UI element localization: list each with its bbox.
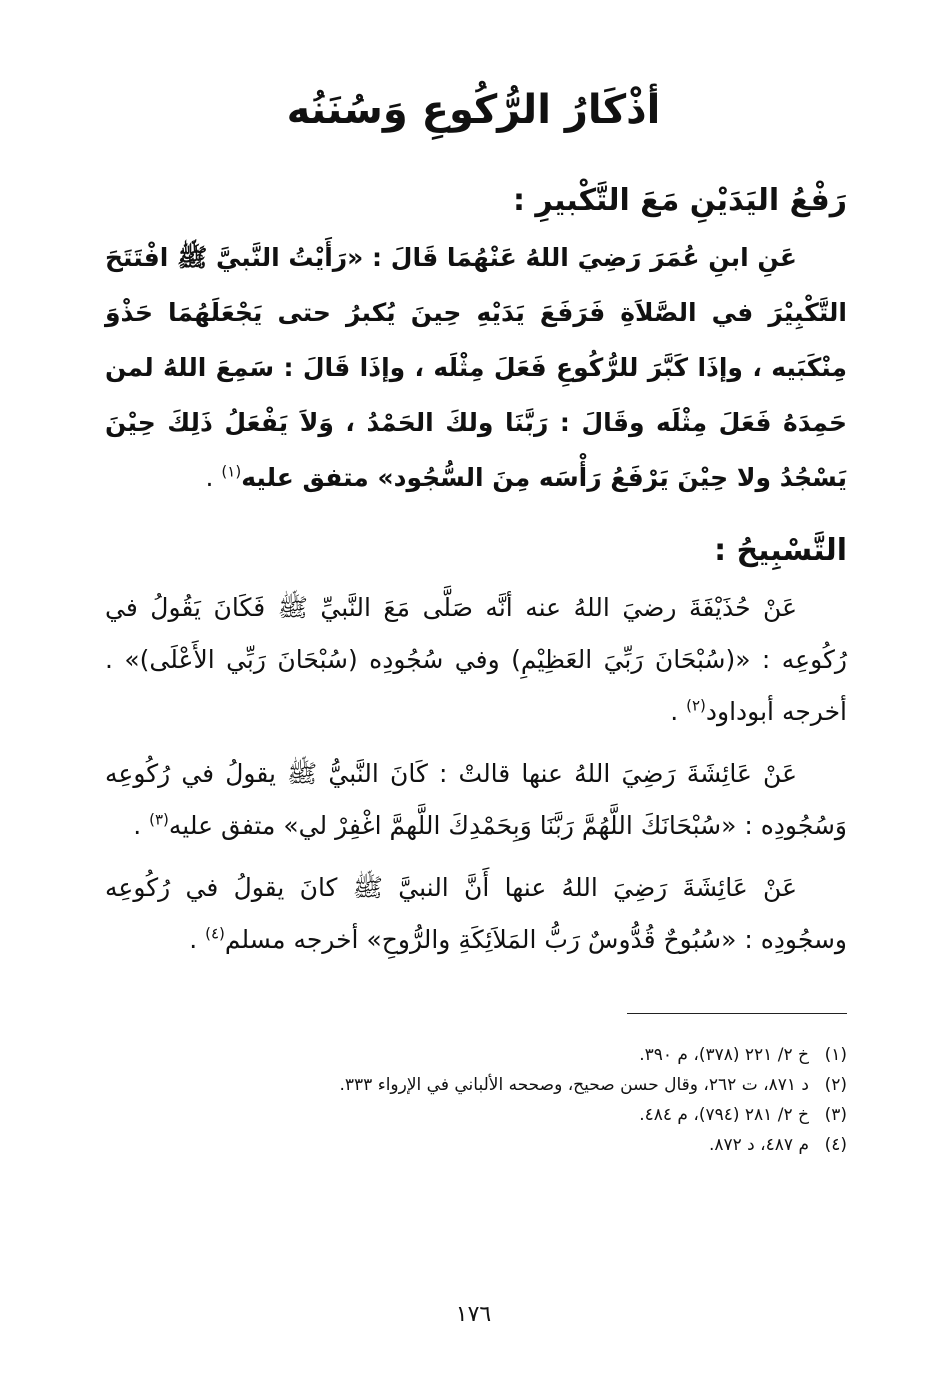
hadith-paragraph: عَنْ عَائِشَةَ رَضِيَ اللهُ عنها قالتْ : كَانَ النَّبيُّ ﷺ يقولُ في رُكُوعِه وَسُجُودِه : «سُبْحَانَكَ اللَّهُمَّ رَبَّنَا وَبِحَمْدِكَ اللَّهمَّ اغْفِرْ لي» متفق عليه$^{(٣)}$ . bbox=[105, 759, 847, 840]
section-tasbih bbox=[105, 528, 847, 966]
hadith-text: عَنْ عَائِشَةَ رَضِيَ اللهُ عنها أَنَّ النبيَّ ﷺ كانَ يقولُ في رُكُوعِه وسجُودِه : «سُبُوحٌ قُدُّوسٌ رَبُّ المَلاَئِكَةِ والرُّوحِ» أخرجه مسلم bbox=[105, 873, 847, 954]
hadith-paragraph: عَنِ ابنِ عُمَرَ رَضِيَ اللهُ عَنْهُمَا قَالَ : «رَأَيْتُ النَّبيَّ ﷺ افْتَتَحَ التَّكْبِيْرَ في الصَّلاَةِ فَرَفَعَ يَدَيْهِ حِينَ يُكبرُ حتى يَجْعَلَهُمَا حَذْوَ مِنْكَبَيه ، وإذَا كَبَّرَ للرُّكُوعِ فَعَلَ مِثْلَه ، وإذَا قَالَ : سَمِعَ اللهُ لمن حَمِدَهُ فَعَلَ مِثْلَه وقَالَ : رَبَّنَا ولكَ الحَمْدُ ، وَلاَ يَفْعَلُ ذَلِكَ حِيْنَ يَسْجُدُ ولا حِيْنَ يَرْفَعُ رَأْسَه مِنَ السُّجُود» متفق عليه$^{(١)}$ . bbox=[105, 243, 847, 492]
section-raising-hands bbox=[105, 178, 847, 505]
footnote-number: (٣) bbox=[824, 1105, 847, 1125]
hadith-text: عَنِ ابنِ عُمَرَ رَضِيَ اللهُ عَنْهُمَا قَالَ : «رَأَيْتُ النَّبيَّ ﷺ افْتَتَحَ التَّكْبِيْرَ في الصَّلاَةِ فَرَفَعَ يَدَيْهِ حِينَ يُكبرُ حتى يَجْعَلَهُمَا حَذْوَ مِنْكَبَيه ، وإذَا كَبَّرَ للرُّكُوعِ فَعَلَ مِثْلَه ، وإذَا قَالَ : سَمِعَ اللهُ لمن حَمِدَهُ فَعَلَ مِثْلَه وقَالَ : رَبَّنَا ولكَ الحَمْدُ ، وَلاَ يَفْعَلُ ذَلِكَ حِيْنَ يَسْجُدُ ولا حِيْنَ يَرْفَعُ رَأْسَه مِنَ السُّجُود» متفق عليه bbox=[105, 243, 847, 492]
section-heading: التَّسْبِيحُ : bbox=[714, 533, 847, 568]
section-heading: رَفْعُ اليَدَيْنِ مَعَ التَّكْبيرِ : bbox=[512, 183, 847, 218]
footnote-text: خ ٢/ ٢٨١ (٧٩٤)، م ٤٨٤. bbox=[639, 1105, 809, 1125]
footnote bbox=[160, 1070, 847, 1100]
footnote bbox=[160, 1100, 847, 1130]
footnote-number: (١) bbox=[824, 1045, 847, 1065]
hadith-text: عَنْ حُذَيْفَةَ رضيَ اللهُ عنه أنَّه صَلَّى مَعَ النَّبيِّ ﷺ فَكَانَ يَقُولُ في رُكُوعِه : «(سُبْحَانَ رَبِّيَ العَظِيْمِ) وفي سُجُودِه (سُبْحَانَ رَبِّي الأَعْلَى)» . أخرجه أبوداود bbox=[105, 593, 847, 726]
hadith-text: عَنْ عَائِشَةَ رَضِيَ اللهُ عنها قالتْ : كَانَ النَّبيُّ ﷺ يقولُ في رُكُوعِه وَسُجُودِه : «سُبْحَانَكَ اللَّهُمَّ رَبَّنَا وَبِحَمْدِكَ اللَّهمَّ اغْفِرْ لي» متفق عليه bbox=[105, 759, 847, 840]
page-number: ١٧٦ bbox=[455, 1302, 492, 1327]
footnote-ref: (٤) bbox=[205, 924, 225, 943]
hadith-paragraph: عَنْ عَائِشَةَ رَضِيَ اللهُ عنها أَنَّ النبيَّ ﷺ كانَ يقولُ في رُكُوعِه وسجُودِه : «سُبُوحٌ قُدُّوسٌ رَبُّ المَلاَئِكَةِ والرُّوحِ» أخرجه مسلم$^{(٤)}$ . bbox=[105, 873, 847, 954]
footnote bbox=[160, 1130, 847, 1160]
footnote-number: (٢) bbox=[824, 1075, 847, 1095]
footnote-ref: (٣) bbox=[149, 810, 169, 829]
footnote-text: م ٤٨٧، د ٨٧٢. bbox=[708, 1135, 809, 1155]
footnote-separator bbox=[627, 1013, 847, 1014]
footnotes bbox=[160, 1040, 847, 1160]
page-title: أذْكَارُ الرُّكُوعِ وَسُنَنُه bbox=[286, 87, 661, 133]
footnote-ref: (١) bbox=[221, 462, 242, 481]
footnote-text: خ ٢/ ٢٢١ (٣٧٨)، م ٣٩٠. bbox=[639, 1045, 809, 1065]
footnote-ref: (٢) bbox=[686, 696, 706, 715]
footnote bbox=[160, 1040, 847, 1070]
footnote-text: د ٨٧١، ت ٢٦٢، وقال حسن صحيح، وصححه الألباني في الإرواء ٣٣٣. bbox=[339, 1075, 809, 1095]
hadith-paragraph: عَنْ حُذَيْفَةَ رضيَ اللهُ عنه أنَّه صَلَّى مَعَ النَّبيِّ ﷺ فَكَانَ يَقُولُ في رُكُوعِه : «(سُبْحَانَ رَبِّيَ العَظِيْمِ) وفي سُجُودِه (سُبْحَانَ رَبِّي الأَعْلَى)» . أخرجه أبوداود$^{(٢)}$ . bbox=[105, 593, 847, 726]
footnote-number: (٤) bbox=[824, 1135, 847, 1155]
